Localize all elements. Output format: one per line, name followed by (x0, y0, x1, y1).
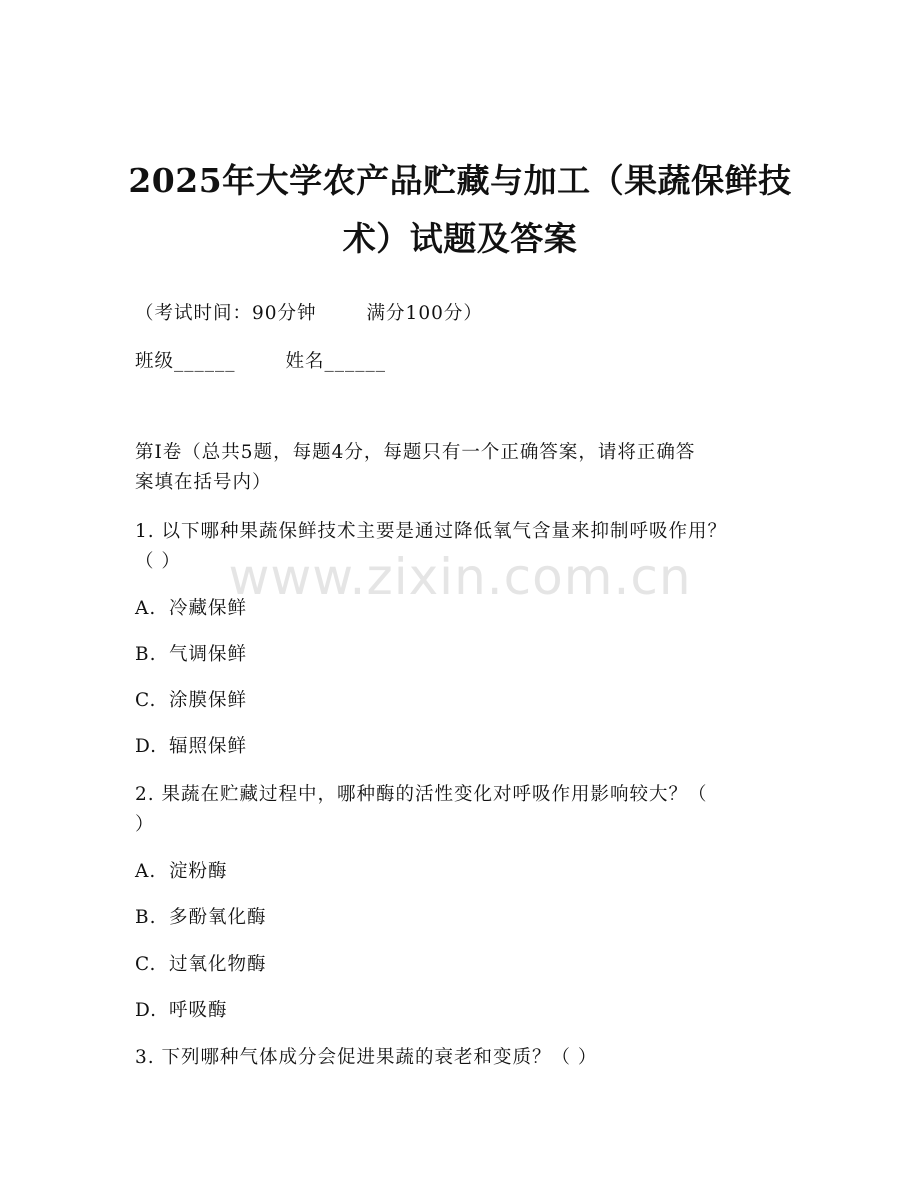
option-letter: B. (135, 907, 157, 928)
question-2-text: 2. 果蔬在贮藏过程中，哪种酶的活性变化对呼吸作用影响较大？（ (135, 784, 708, 805)
option-text: 多酚氧化酶 (169, 907, 267, 928)
question-1-option-d (135, 735, 247, 759)
option-letter: B. (135, 644, 157, 665)
option-text: 气调保鲜 (169, 644, 248, 665)
option-letter: A. (135, 861, 157, 882)
option-text: 过氧化物酶 (169, 954, 267, 975)
name-field: 姓名______ (285, 351, 387, 372)
question-1-answer-blank: （ ） (135, 551, 181, 572)
question-2-option-a (135, 860, 228, 884)
question-3-text: 3. 下列哪种气体成分会促进果蔬的衰老和变质？（ ） (135, 1047, 598, 1068)
option-text: 淀粉酶 (169, 861, 228, 882)
option-text: 呼吸酶 (169, 1000, 228, 1021)
option-letter: D. (135, 1000, 158, 1021)
option-text: 涂膜保鲜 (169, 690, 248, 711)
section-instruction-line-2: 案填在括号内） (135, 472, 272, 493)
option-letter: A. (135, 598, 157, 619)
option-letter: C. (135, 690, 157, 711)
exam-info (135, 302, 483, 326)
class-field: 班级______ (135, 351, 236, 372)
exam-time: （考试时间：90分钟 (135, 303, 317, 324)
question-2-option-d (135, 999, 228, 1023)
section-instruction-line-1: 第Ⅰ卷（总共5题，每题4分，每题只有一个正确答案，请将正确答 (135, 442, 696, 463)
title-line-2: 术）试题及答案 (342, 219, 578, 258)
option-text: 辐照保鲜 (169, 736, 248, 757)
option-text: 冷藏保鲜 (169, 598, 248, 619)
option-letter: D. (135, 736, 158, 757)
watermark: www.zixin.com.cn (228, 548, 692, 606)
title-line-1: 2025年大学农产品贮藏与加工（果蔬保鲜技 (128, 161, 792, 200)
document-title (100, 152, 820, 268)
question-1-option-b (135, 643, 247, 667)
student-info (135, 350, 386, 374)
question-2-answer-blank: ） (135, 814, 155, 835)
option-letter: C. (135, 954, 157, 975)
question-1-option-a (135, 597, 247, 621)
question-1-text: 1. 以下哪种果蔬保鲜技术主要是通过降低氧气含量来抑制呼吸作用？ (135, 521, 728, 542)
question-2-option-c (135, 953, 267, 977)
question-1-option-c (135, 689, 247, 713)
full-score: 满分100分） (366, 303, 483, 324)
question-2-option-b (135, 906, 267, 930)
